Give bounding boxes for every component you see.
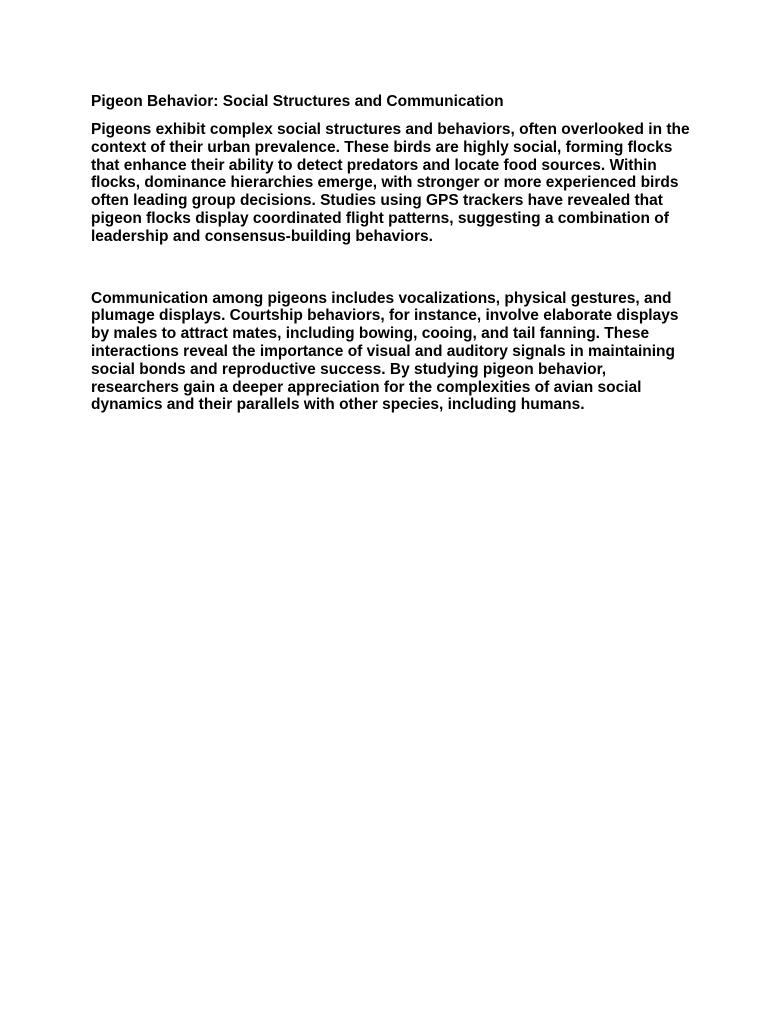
document-page	[91, 92, 691, 414]
paragraph-communication: Communication among pigeons includes vocalizations, physical gestures, and plumage displays. Courtship behaviors, for instance, involve elaborate displays by males to attract mates, including bowing, cooing, and tail fanning. These interactions reveal the importance of visual and auditory signals in maintaining social bonds and reproductive success. By studying pigeon behavior, researchers gain a deeper appreciation for the complexities of avian social dynamics and their parallels with other species, including humans.	[91, 289, 679, 414]
document-title: Pigeon Behavior: Social Structures and Communication	[91, 93, 504, 110]
paragraph-social-structures: Pigeons exhibit complex social structures and behaviors, often overlooked in the context of their urban prevalence. These birds are highly social, forming flocks that enhance their ability to detect predators and locate food sources. Within flocks, dominance hierarchies emerge, with stronger or more experienced birds often leading group decisions. Studies using GPS trackers have revealed that pigeon flocks display coordinated flight patterns, suggesting a combination of leadership and consensus-building behaviors.	[91, 121, 690, 245]
